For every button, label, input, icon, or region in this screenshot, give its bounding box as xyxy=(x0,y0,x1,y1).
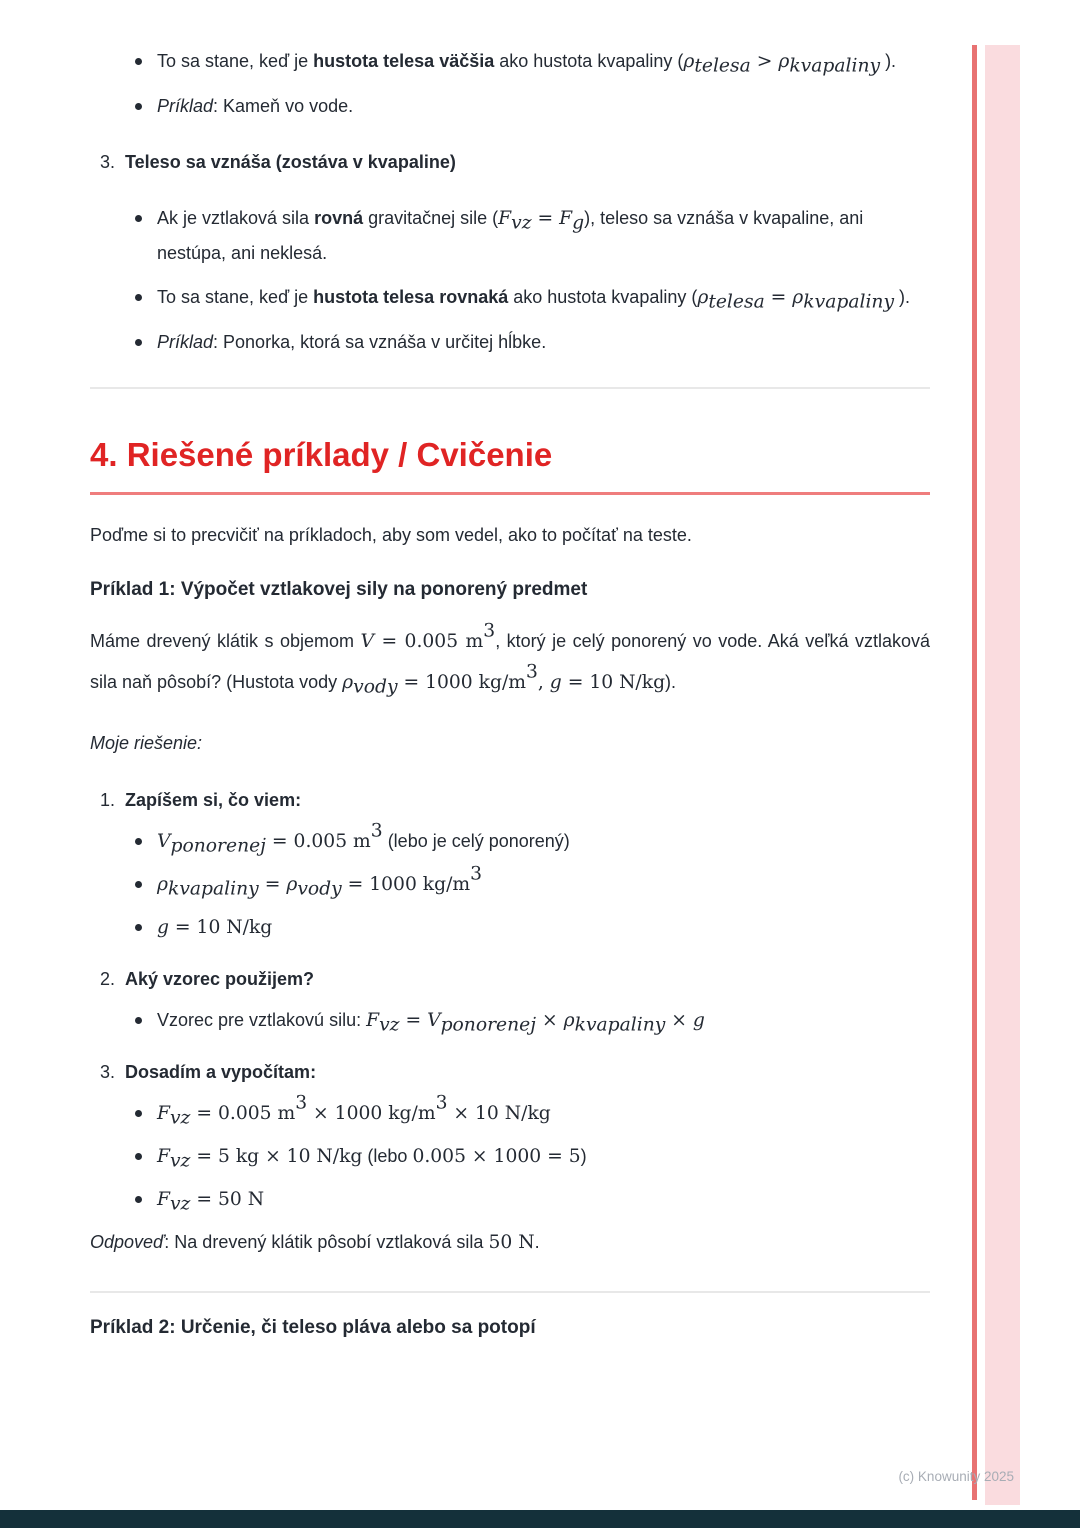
paragraph xyxy=(90,515,930,555)
section-divider xyxy=(90,387,930,389)
text-segment: ) xyxy=(580,1146,587,1166)
text-segment: : Kameň vo vode. xyxy=(213,96,354,116)
text-segment: (lebo je celý ponorený) xyxy=(382,831,570,851)
math-segment: = 0.005 m xyxy=(265,831,371,852)
edge-accent-line xyxy=(972,45,977,1500)
list-item xyxy=(90,821,930,862)
math-segment: = xyxy=(531,208,560,229)
math-segment: ponorenej xyxy=(440,1014,537,1036)
bullet-icon xyxy=(135,215,142,222)
math-segment: F xyxy=(559,208,573,229)
numbered-list-item xyxy=(90,1055,930,1089)
bullet-list xyxy=(90,201,930,359)
text-segment: ). xyxy=(894,287,911,307)
text-segment: gravitačnej sile ( xyxy=(363,208,499,228)
math-segment: = 10 N/kg xyxy=(168,917,273,938)
bullet-icon xyxy=(135,103,142,110)
math-segment: = xyxy=(399,1010,428,1031)
math-segment: kvapaliny xyxy=(574,1014,666,1036)
list-number: 3. xyxy=(100,152,116,172)
text-segment: ako hustota kvapaliny ( xyxy=(494,51,684,71)
math-segment: = 0.005 m xyxy=(190,1103,296,1124)
math-segment: vz xyxy=(511,212,532,234)
list-item-text xyxy=(157,907,930,948)
bullet-icon xyxy=(135,58,142,65)
text-segment: hustota telesa rovnaká xyxy=(313,287,509,307)
math-segment: = xyxy=(764,287,793,308)
text-segment: Príklad xyxy=(157,96,214,116)
bullet-icon xyxy=(135,1110,142,1117)
math-segment: F xyxy=(157,1146,170,1167)
math-segment: g xyxy=(157,917,169,938)
math-segment: vody xyxy=(297,878,342,900)
math-segment: = 10 N/kg xyxy=(561,672,666,693)
math-segment: = xyxy=(258,874,287,895)
list-item xyxy=(90,907,930,948)
list-number: 3. xyxy=(100,1062,116,1082)
math-segment: vz xyxy=(169,1107,191,1129)
math-segment: 3 xyxy=(483,620,496,642)
text-segment: rovná xyxy=(314,208,364,228)
text-segment: ). xyxy=(665,672,677,692)
math-segment: ρ xyxy=(683,51,695,72)
list-item-text xyxy=(157,1093,930,1134)
list-item-text xyxy=(157,1136,930,1177)
math-segment: telesa xyxy=(708,291,765,313)
math-segment: × xyxy=(536,1010,564,1031)
paragraph xyxy=(90,621,930,703)
bullet-list xyxy=(90,821,930,948)
edge-accent-band xyxy=(985,45,1020,1505)
list-number: 1. xyxy=(100,790,116,810)
list-item-text xyxy=(157,325,930,359)
list-item-text xyxy=(125,783,930,817)
text-segment: Ak je vztlaková sila xyxy=(157,208,315,228)
text-segment: : Na drevený klátik pôsobí vztlaková sila xyxy=(164,1232,489,1252)
math-segment: F xyxy=(498,208,512,229)
text-segment: To sa stane, keď je xyxy=(157,51,314,71)
math-segment: ρ xyxy=(778,51,790,72)
bullet-list xyxy=(90,1000,930,1041)
list-item xyxy=(90,1000,930,1041)
bullet-icon xyxy=(135,1196,142,1203)
bullet-icon xyxy=(135,294,142,301)
math-segment: > xyxy=(750,51,779,72)
section-divider xyxy=(90,1291,930,1293)
list-item xyxy=(90,325,930,359)
numbered-list-item xyxy=(90,783,930,817)
list-item-text xyxy=(125,145,930,179)
math-segment: vz xyxy=(169,1193,191,1215)
math-segment: g xyxy=(549,672,562,693)
math-segment: × xyxy=(665,1010,693,1031)
numbered-list-item xyxy=(90,962,930,996)
math-segment: vz xyxy=(169,1150,191,1172)
text-segment: Poďme si to precvičiť na príkladoch, aby som vedel, ako to počítať na teste. xyxy=(90,525,692,545)
list-item xyxy=(90,89,930,123)
text-segment: , ktorý je celý ponorený vo vode. Aká veľká vztlaková sila naň pôsobí? (Hustota vody xyxy=(90,631,931,692)
list-item-text xyxy=(157,44,930,79)
list-item-text xyxy=(157,1179,930,1220)
math-segment: 3 xyxy=(525,661,538,683)
math-segment: ponorenej xyxy=(170,835,266,857)
text-segment: Dosadím a vypočítam: xyxy=(125,1062,317,1082)
list-item-text xyxy=(125,1055,930,1089)
list-item xyxy=(90,201,930,270)
list-item-text xyxy=(125,962,930,996)
math-segment: ρ xyxy=(563,1010,575,1031)
list-number: 2. xyxy=(100,969,116,989)
math-segment: × 1000 kg/m xyxy=(307,1103,436,1124)
bullet-list xyxy=(90,44,930,123)
math-segment: 3 xyxy=(295,1092,308,1114)
math-segment: V xyxy=(427,1010,441,1031)
math-segment: kvapaliny xyxy=(803,291,895,313)
text-segment: ako hustota kvapaliny ( xyxy=(508,287,698,307)
math-segment: ρ xyxy=(157,874,168,895)
list-item-text xyxy=(157,864,930,905)
math-segment: telesa xyxy=(694,55,751,77)
math-segment: V xyxy=(157,831,171,852)
math-segment: = 1000 kg/m xyxy=(341,874,471,895)
math-segment: = 5 kg × 10 N/kg xyxy=(190,1146,363,1167)
text-segment: Zapíšem si, čo viem: xyxy=(125,790,302,810)
math-segment: F xyxy=(366,1010,380,1031)
math-segment: × 10 N/kg xyxy=(447,1103,551,1124)
text-segment: To sa stane, keď je xyxy=(157,287,314,307)
bullet-icon xyxy=(135,1017,142,1024)
bullet-icon xyxy=(135,339,142,346)
example-heading: Príklad 1: Výpočet vztlakovej sily na ponorený predmet xyxy=(90,579,588,600)
math-segment: 3 xyxy=(470,863,483,885)
text-segment: hustota telesa väčšia xyxy=(313,51,495,71)
paragraph xyxy=(90,723,930,763)
list-item xyxy=(90,280,930,315)
text-segment: Odpoveď xyxy=(90,1232,165,1252)
text-segment: Moje riešenie: xyxy=(90,733,203,753)
section-heading: 4. Riešené príklady / Cvičenie xyxy=(90,435,930,495)
math-segment: vz xyxy=(379,1014,400,1036)
math-segment: 0.005 × 1000 = 5 xyxy=(412,1146,581,1167)
list-item-text xyxy=(157,89,930,123)
bullet-icon xyxy=(135,881,142,888)
text-segment: Máme drevený klátik s objemom xyxy=(90,631,361,651)
content-column xyxy=(90,0,930,1359)
list-item-text xyxy=(157,1000,930,1041)
math-segment: ρ xyxy=(286,874,298,895)
list-item xyxy=(90,1136,930,1177)
math-segment: ρ xyxy=(792,287,804,308)
list-item xyxy=(90,1093,930,1134)
math-segment: F xyxy=(157,1103,170,1124)
text-segment: (lebo xyxy=(362,1146,413,1166)
text-segment: ). xyxy=(880,51,897,71)
math-segment: 3 xyxy=(370,820,383,842)
text-segment: Aký vzorec použijem? xyxy=(125,969,315,989)
list-item-text xyxy=(157,821,930,862)
bullet-icon xyxy=(135,838,142,845)
text-segment: Príklad xyxy=(157,332,214,352)
math-segment: = 0.005 m xyxy=(374,631,484,652)
math-segment: = 1000 kg/m xyxy=(397,672,526,693)
math-segment: , xyxy=(537,672,550,693)
math-segment: ρ xyxy=(342,672,354,693)
math-segment: g xyxy=(572,212,585,234)
list-item xyxy=(90,864,930,905)
text-segment: ), teleso sa vznáša v kvapaline, ani nestúpa, ani neklesá. xyxy=(157,208,864,263)
bullet-icon xyxy=(135,1153,142,1160)
math-segment: = 50 N xyxy=(190,1189,265,1210)
text-segment: . xyxy=(534,1232,540,1252)
text-segment: Teleso sa vznáša (zostáva v kvapaline) xyxy=(125,152,456,172)
math-segment: g xyxy=(692,1010,705,1031)
math-segment: V xyxy=(360,631,375,652)
list-item-text xyxy=(157,201,930,270)
numbered-list-item xyxy=(90,145,930,179)
math-segment: vody xyxy=(353,676,398,698)
list-item xyxy=(90,1179,930,1220)
math-segment: 50 N xyxy=(488,1232,535,1253)
bullet-list xyxy=(90,1093,930,1220)
bottom-bar xyxy=(0,1510,1080,1528)
page-footer-credit: (c) Knowunity 2025 xyxy=(898,1469,1014,1484)
math-segment: ρ xyxy=(697,287,709,308)
bullet-icon xyxy=(135,924,142,931)
math-segment: 3 xyxy=(435,1092,448,1114)
text-segment: Vzorec pre vztlakovú silu: xyxy=(157,1010,367,1030)
math-segment: F xyxy=(157,1189,170,1210)
text-segment: : Ponorka, ktorá sa vznáša v určitej hĺbke. xyxy=(213,332,547,352)
example-heading: Príklad 2: Určenie, či teleso pláva alebo sa potopí xyxy=(90,1317,536,1338)
math-segment: kvapaliny xyxy=(789,55,881,77)
list-item-text xyxy=(157,280,930,315)
list-item xyxy=(90,44,930,79)
math-segment: kvapaliny xyxy=(168,878,259,900)
paragraph xyxy=(90,1222,930,1263)
